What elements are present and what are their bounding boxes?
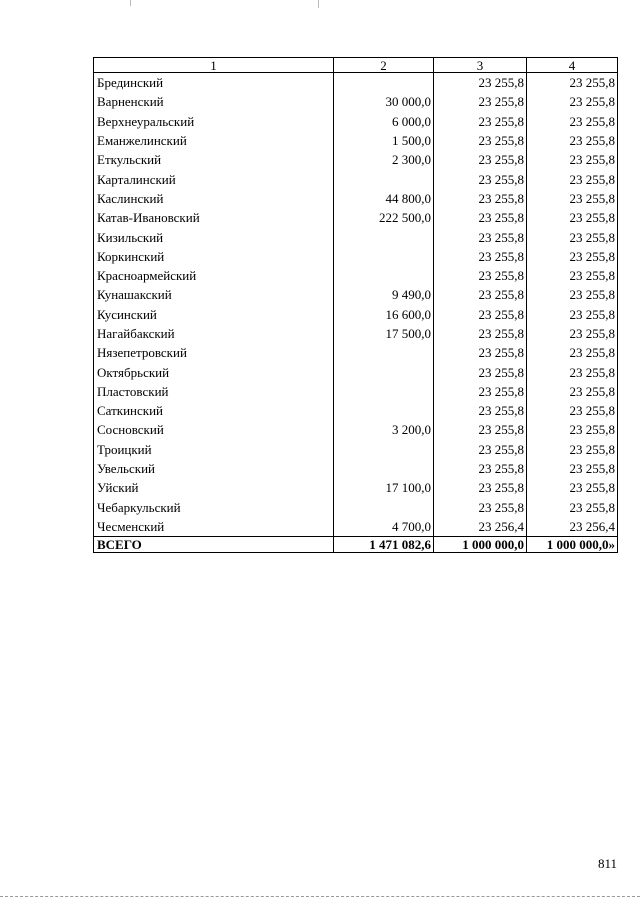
column-4-value: 23 255,8	[527, 382, 618, 401]
table-row	[94, 266, 618, 285]
table-row	[94, 305, 618, 324]
header-row	[94, 58, 618, 73]
table-row	[94, 440, 618, 459]
column-4-value: 23 255,8	[527, 401, 618, 420]
column-2-value	[334, 227, 434, 246]
column-header: 1	[94, 58, 334, 73]
district-name: Нязепетровский	[94, 343, 334, 362]
column-4-value: 23 255,8	[527, 208, 618, 227]
table-row	[94, 247, 618, 266]
column-3-value: 23 255,8	[434, 112, 527, 131]
district-name: Красноармейский	[94, 266, 334, 285]
total-row	[94, 537, 618, 553]
table-row	[94, 498, 618, 517]
table-row	[94, 131, 618, 150]
column-4-value: 23 255,8	[527, 362, 618, 381]
column-3-value: 23 255,8	[434, 208, 527, 227]
column-2-value: 1 500,0	[334, 131, 434, 150]
total-label: ВСЕГО	[94, 537, 334, 553]
table-row	[94, 189, 618, 208]
district-name: Чесменский	[94, 517, 334, 537]
column-4-value: 23 255,8	[527, 131, 618, 150]
column-2-value	[334, 343, 434, 362]
district-name: Коркинский	[94, 247, 334, 266]
table-row	[94, 459, 618, 478]
table-row	[94, 382, 618, 401]
district-name: Октябрьский	[94, 362, 334, 381]
column-4-value: 23 255,8	[527, 459, 618, 478]
district-name: Троицкий	[94, 440, 334, 459]
column-3-value: 23 255,8	[434, 227, 527, 246]
column-2-value	[334, 382, 434, 401]
table-row	[94, 169, 618, 188]
column-3-value: 23 255,8	[434, 459, 527, 478]
district-name: Чебаркульский	[94, 498, 334, 517]
column-4-value: 23 256,4	[527, 517, 618, 537]
column-4-value: 23 255,8	[527, 343, 618, 362]
column-3-value: 23 255,8	[434, 478, 527, 497]
column-3-value: 23 255,8	[434, 440, 527, 459]
column-3-value: 23 255,8	[434, 169, 527, 188]
column-4-value: 23 255,8	[527, 305, 618, 324]
column-4-value: 23 255,8	[527, 227, 618, 246]
footer-rule	[0, 896, 640, 897]
column-3-value: 23 255,8	[434, 73, 527, 93]
allocation-table	[93, 57, 618, 553]
column-2-value: 17 500,0	[334, 324, 434, 343]
column-4-value: 23 255,8	[527, 266, 618, 285]
scan-mark	[318, 0, 319, 8]
column-3-value: 23 255,8	[434, 150, 527, 169]
column-2-value: 2 300,0	[334, 150, 434, 169]
district-name: Уйский	[94, 478, 334, 497]
column-3-value: 23 255,8	[434, 498, 527, 517]
table-row	[94, 401, 618, 420]
total-column-4: 1 000 000,0»	[527, 537, 618, 553]
total-column-2: 1 471 082,6	[334, 537, 434, 553]
district-name: Пластовский	[94, 382, 334, 401]
district-name: Кусинский	[94, 305, 334, 324]
table-row	[94, 517, 618, 537]
table-row	[94, 478, 618, 497]
district-name: Кунашакский	[94, 285, 334, 304]
column-4-value: 23 255,8	[527, 440, 618, 459]
column-2-value	[334, 459, 434, 478]
column-3-value: 23 255,8	[434, 401, 527, 420]
column-2-value: 9 490,0	[334, 285, 434, 304]
district-name: Кизильский	[94, 227, 334, 246]
table-row	[94, 112, 618, 131]
district-name: Сосновский	[94, 420, 334, 439]
table-row	[94, 92, 618, 111]
column-2-value: 4 700,0	[334, 517, 434, 537]
column-2-value: 17 100,0	[334, 478, 434, 497]
column-4-value: 23 255,8	[527, 150, 618, 169]
table-row	[94, 150, 618, 169]
column-3-value: 23 255,8	[434, 285, 527, 304]
column-2-value: 44 800,0	[334, 189, 434, 208]
column-3-value: 23 256,4	[434, 517, 527, 537]
district-name: Верхнеуральский	[94, 112, 334, 131]
column-2-value	[334, 401, 434, 420]
column-3-value: 23 255,8	[434, 343, 527, 362]
column-4-value: 23 255,8	[527, 420, 618, 439]
column-4-value: 23 255,8	[527, 247, 618, 266]
column-2-value	[334, 247, 434, 266]
total-column-3: 1 000 000,0	[434, 537, 527, 553]
district-name: Увельский	[94, 459, 334, 478]
table-row	[94, 362, 618, 381]
table-row	[94, 227, 618, 246]
column-2-value	[334, 440, 434, 459]
column-2-value	[334, 362, 434, 381]
column-3-value: 23 255,8	[434, 247, 527, 266]
column-4-value: 23 255,8	[527, 92, 618, 111]
column-3-value: 23 255,8	[434, 92, 527, 111]
column-3-value: 23 255,8	[434, 189, 527, 208]
column-4-value: 23 255,8	[527, 189, 618, 208]
column-3-value: 23 255,8	[434, 420, 527, 439]
district-name: Каслинский	[94, 189, 334, 208]
district-name: Катав-Ивановский	[94, 208, 334, 227]
district-name: Саткинский	[94, 401, 334, 420]
scan-mark	[130, 0, 131, 6]
column-2-value: 6 000,0	[334, 112, 434, 131]
column-header: 2	[334, 58, 434, 73]
district-name: Еманжелинский	[94, 131, 334, 150]
column-2-value	[334, 73, 434, 93]
column-4-value: 23 255,8	[527, 112, 618, 131]
column-3-value: 23 255,8	[434, 131, 527, 150]
column-3-value: 23 255,8	[434, 382, 527, 401]
column-2-value: 30 000,0	[334, 92, 434, 111]
district-name: Карталинский	[94, 169, 334, 188]
district-name: Брединский	[94, 73, 334, 93]
column-header: 4	[527, 58, 618, 73]
column-2-value	[334, 498, 434, 517]
column-4-value: 23 255,8	[527, 73, 618, 93]
column-4-value: 23 255,8	[527, 285, 618, 304]
column-3-value: 23 255,8	[434, 324, 527, 343]
table-row	[94, 208, 618, 227]
district-name: Варненский	[94, 92, 334, 111]
table-row	[94, 420, 618, 439]
column-2-value	[334, 169, 434, 188]
column-3-value: 23 255,8	[434, 266, 527, 285]
district-name: Нагайбакский	[94, 324, 334, 343]
column-header: 3	[434, 58, 527, 73]
column-2-value	[334, 266, 434, 285]
column-4-value: 23 255,8	[527, 169, 618, 188]
column-4-value: 23 255,8	[527, 324, 618, 343]
column-4-value: 23 255,8	[527, 498, 618, 517]
table-row	[94, 285, 618, 304]
column-4-value: 23 255,8	[527, 478, 618, 497]
column-3-value: 23 255,8	[434, 362, 527, 381]
column-2-value: 222 500,0	[334, 208, 434, 227]
table-row	[94, 343, 618, 362]
table-row	[94, 324, 618, 343]
column-2-value: 3 200,0	[334, 420, 434, 439]
district-name: Еткульский	[94, 150, 334, 169]
page-number: 811	[597, 856, 617, 871]
column-2-value: 16 600,0	[334, 305, 434, 324]
table-row	[94, 73, 618, 93]
column-3-value: 23 255,8	[434, 305, 527, 324]
